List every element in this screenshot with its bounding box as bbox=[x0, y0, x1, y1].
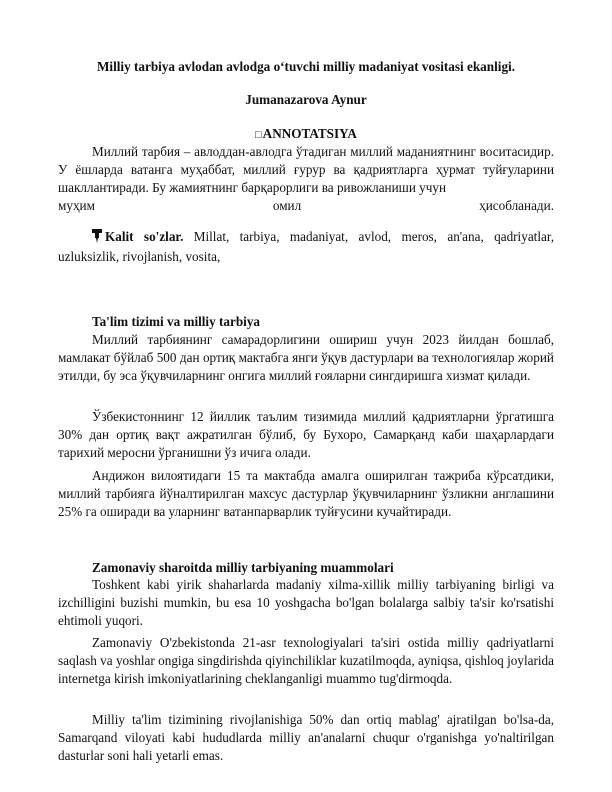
annotation-text-main: Миллий тарбия – авлоддан-авлодга ўтадиган миллий маданиятнинг воситасидир. У ёшларда ватанга муҳаббат, миллий ғурур ва қадриятларга ҳурмат туйғуларини шакллантиради. Бу жамиятнинг барқарорлиги ва ривожланиши учун bbox=[58, 144, 554, 195]
pushpin-icon bbox=[92, 229, 102, 248]
keywords-label: Kalit so'zlar. bbox=[105, 229, 184, 244]
section-problems-paragraph-1: Toshkent kabi yirik shaharlarda madaniy xilma-xillik milliy tarbiyaning birligi va izchilligini buzishi mumkin, bu esa 10 yoshgacha bo'lgan bolalarga salbiy ta'sir ko'rsatishi ehtimoli yuqori. bbox=[58, 577, 554, 628]
section-education-paragraph-1: Миллий тарбиянинг самарадорлигини ошириш учун 2023 йилдан бошлаб, мамлакат бўйлаб 500 дан ортиқ мактабга янги ўқув дастурлари ва технологиялар жорий этилди, бу эса ўқувчиларнинг онгига миллий ғояларни сингдиришга хизмат қилади. bbox=[58, 332, 554, 383]
annotation-text bbox=[58, 143, 554, 197]
square-bullet-icon: □ bbox=[255, 129, 262, 141]
section-heading-education: Ta'lim tizimi va milliy tarbiya bbox=[92, 314, 261, 329]
annotation-text-tail: муҳим омил ҳисобланади. bbox=[58, 198, 554, 213]
section-heading-problems: Zamonaviy sharoitda milliy tarbiyaning muammolari bbox=[92, 560, 394, 575]
annotation-heading-label: ANNOTATSIYA bbox=[262, 126, 357, 141]
section-problems-paragraph-2: Zamonaviy O'zbekistonda 21-asr texnologiyalari ta'siri ostida milliy qadriyatlarni saqlash va yoshlar ongiga singdirishda qiyinchiliklar kuzatilmoqda, ayniqsa, qishloq joylarida internetga kirish imkoniyatlarining cheklanganligi muammo tug'dirmoqda. bbox=[58, 635, 554, 686]
section-education-paragraph-2: Ўзбекистоннинг 12 йиллик таълим тизимида миллий қадриятларни ўргатишга 30% дан ортиқ вақт ажратилган бўлиб, бу Бухоро, Самарқанд каби шаҳарлардаги тарихий меросни ўрганишни ўз ичига олади. bbox=[58, 409, 554, 460]
keywords-text: Millat, tarbiya, madaniyat, avlod, meros, an'ana, qadriyatlar, uzluksizlik, rivojlanish, vosita, bbox=[58, 229, 555, 264]
section-education-paragraph-3: Андижон вилоятидаги 15 та мактабда амалга оширилган тажриба кўрсатдики, миллий тарбияга йўналтирилган махсус дастурлар ўқувчиларнинг ўзликни англашини 25% га оширади ва уларнинг ватанпарварлик туйғусини кучайтиради. bbox=[58, 468, 554, 519]
section-problems-paragraph-3: Milliy ta'lim tizimining rivojlanishiga 50% dan ortiq mablag' ajratilgan bo'lsa-da, Samarqand viloyati kabi hududlarda milliy an'analarni chuqur o'rganishga yo'naltirilgan dasturlar soni hali yetarli emas. bbox=[58, 712, 554, 763]
annotation-heading bbox=[58, 126, 554, 143]
keywords-paragraph bbox=[58, 228, 554, 266]
paper-title: Milliy tarbiya avlodan avlodga o‘tuvchi milliy madaniyat vositasi ekanligi. bbox=[96, 59, 515, 74]
author-name: Jumanazarova Aynur bbox=[245, 92, 367, 107]
